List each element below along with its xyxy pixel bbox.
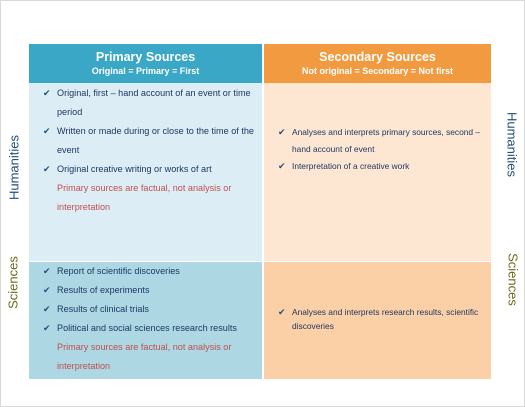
row-label-humanities-right: Humanities <box>504 111 520 178</box>
cell-secondary-humanities <box>264 83 491 261</box>
check-icon: ✔ <box>43 285 51 295</box>
check-icon: ✔ <box>43 323 51 333</box>
list-item: ✔ Results of experiments <box>43 281 256 300</box>
check-icon: ✔ <box>278 161 286 171</box>
cell-secondary-sciences <box>264 262 491 379</box>
list-item: ✔ Analyses and interprets primary sources, second – hand account of event <box>278 124 485 158</box>
cell-primary-humanities <box>29 83 262 261</box>
check-icon: ✔ <box>43 126 51 136</box>
secondary-sources-header <box>264 44 491 83</box>
primary-humanities-note: Primary sources are factual, not analysis or interpretation <box>57 183 232 212</box>
row-label-humanities-left: Humanities <box>6 134 22 201</box>
check-icon: ✔ <box>43 164 51 174</box>
cell-primary-sciences <box>29 262 262 379</box>
primary-sources-subtitle: Original = Primary = First <box>91 66 200 76</box>
secondary-sources-title: Secondary Sources <box>319 50 436 64</box>
check-icon: ✔ <box>43 266 51 276</box>
list-item: ✔ Interpretation of a creative work <box>278 158 485 175</box>
primary-sources-header <box>29 44 262 83</box>
row-label-sciences-right: Sciences <box>505 253 521 306</box>
primary-sciences-note: Primary sources are factual, not analysis or interpretation <box>57 342 232 371</box>
secondary-sources-subtitle: Not original = Secondary = Not first <box>301 66 454 76</box>
list-item: ✔ Results of clinical trials <box>43 300 256 319</box>
row-label-sciences-left: Sciences <box>5 256 21 309</box>
list-item: ✔ Original, first – hand account of an event or time period <box>43 84 256 122</box>
list-item: ✔ Analyses and interprets research results, scientific discoveries <box>278 307 479 331</box>
check-icon: ✔ <box>278 307 286 317</box>
check-icon: ✔ <box>43 304 51 314</box>
check-icon: ✔ <box>278 127 286 137</box>
list-item: ✔ Written or made during or close to the time of the event <box>43 122 256 160</box>
list-item: ✔ Report of scientific discoveries <box>43 262 256 281</box>
list-item: ✔ Original creative writing or works of art <box>43 160 256 179</box>
check-icon: ✔ <box>43 88 51 98</box>
primary-sources-title: Primary Sources <box>95 50 196 64</box>
list-item: ✔ Political and social sciences research results <box>43 319 256 338</box>
